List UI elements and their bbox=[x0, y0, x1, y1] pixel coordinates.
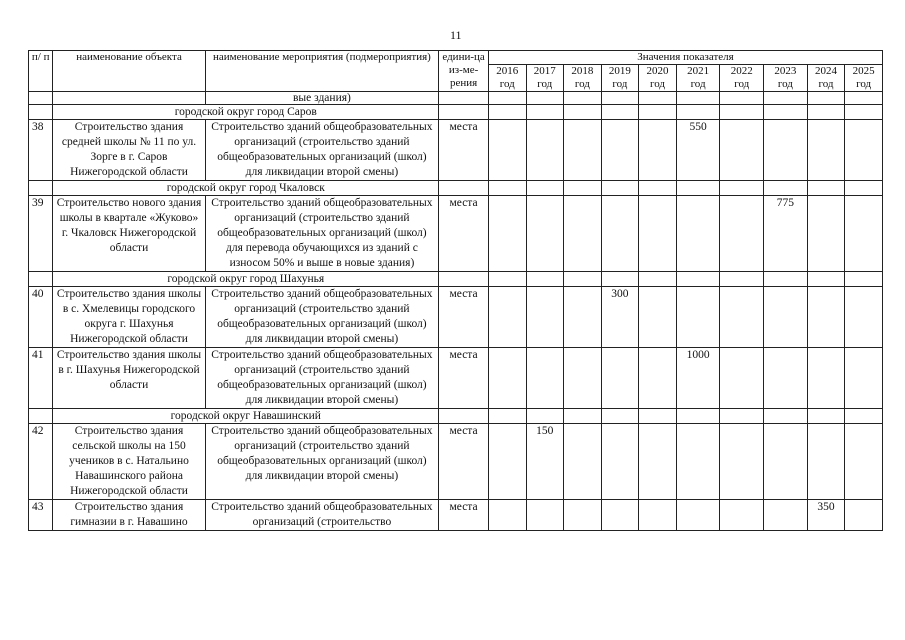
header-object: наименование объекта bbox=[53, 51, 205, 92]
value-cell bbox=[764, 120, 808, 181]
object-name: Строительство здания гимназии в г. Навашино bbox=[53, 500, 205, 531]
section-row bbox=[29, 409, 883, 424]
header-year: 2018 год bbox=[564, 65, 602, 92]
value-cell: 550 bbox=[676, 120, 720, 181]
value-cell bbox=[845, 120, 883, 181]
header-year: 2023 год bbox=[764, 65, 808, 92]
object-name: Строительство здания сельской школы на 150 учеников в с. Натальино Навашинского района Нижегородской области bbox=[53, 424, 205, 500]
value-cell bbox=[676, 424, 720, 500]
value-cell bbox=[564, 120, 602, 181]
event-name: Строительство зданий общеобразовательных организаций (строительство зданий общеобразовательных организаций (школ) для ликвидации второй смены) bbox=[205, 287, 439, 348]
value-cell bbox=[639, 287, 677, 348]
unit: места bbox=[439, 287, 489, 348]
value-cell bbox=[845, 287, 883, 348]
header-row bbox=[29, 51, 883, 65]
table-row bbox=[29, 120, 883, 181]
value-cell: 1000 bbox=[676, 348, 720, 409]
value-cell bbox=[564, 287, 602, 348]
continuation-text: вые здания) bbox=[205, 92, 439, 105]
section-title: городской округ город Чкаловск bbox=[53, 181, 439, 196]
value-cell bbox=[564, 196, 602, 272]
header-year: 2020 год bbox=[639, 65, 677, 92]
row-number: 42 bbox=[29, 424, 53, 500]
value-cell bbox=[639, 196, 677, 272]
value-cell: 300 bbox=[601, 287, 639, 348]
object-name: Строительство здания школы в с. Хмелевицы городского округа г. Шахунья Нижегородской области bbox=[53, 287, 205, 348]
section-row bbox=[29, 181, 883, 196]
header-year: 2017 год bbox=[526, 65, 564, 92]
section-title: городской округ город Саров bbox=[53, 105, 439, 120]
value-cell bbox=[676, 287, 720, 348]
value-cell: 150 bbox=[526, 424, 564, 500]
value-cell bbox=[807, 287, 845, 348]
value-cell bbox=[720, 287, 764, 348]
event-name: Строительство зданий общеобразовательных организаций (строительство зданий общеобразовательных организаций (школ) для ликвидации второй смены) bbox=[205, 348, 439, 409]
value-cell bbox=[676, 500, 720, 531]
value-cell bbox=[720, 120, 764, 181]
section-title: городской округ Навашинский bbox=[53, 409, 439, 424]
header-values: Значения показателя bbox=[488, 51, 882, 65]
header-year: 2021 год bbox=[676, 65, 720, 92]
value-cell bbox=[488, 424, 526, 500]
value-cell bbox=[601, 424, 639, 500]
header-year: 2019 год bbox=[601, 65, 639, 92]
value-cell bbox=[764, 424, 808, 500]
header-year: 2025 год bbox=[845, 65, 883, 92]
value-cell bbox=[526, 120, 564, 181]
value-cell bbox=[845, 348, 883, 409]
value-cell bbox=[601, 196, 639, 272]
header-event: наименование мероприятия (подмероприятия) bbox=[205, 51, 439, 92]
section-row bbox=[29, 272, 883, 287]
row-number: 40 bbox=[29, 287, 53, 348]
value-cell bbox=[764, 287, 808, 348]
unit: места bbox=[439, 348, 489, 409]
object-name: Строительство здания средней школы № 11 по ул. Зорге в г. Саров Нижегородской области bbox=[53, 120, 205, 181]
value-cell bbox=[488, 196, 526, 272]
value-cell bbox=[720, 348, 764, 409]
row-number: 43 bbox=[29, 500, 53, 531]
value-cell bbox=[764, 500, 808, 531]
header-year: 2022 год bbox=[720, 65, 764, 92]
row-number: 41 bbox=[29, 348, 53, 409]
value-cell bbox=[526, 287, 564, 348]
value-cell bbox=[807, 424, 845, 500]
page-number: 11 bbox=[450, 28, 462, 42]
event-name: Строительство зданий общеобразовательных организаций (строительство зданий общеобразовательных организаций (школ) для ликвидации второй смены) bbox=[205, 120, 439, 181]
unit: места bbox=[439, 196, 489, 272]
value-cell bbox=[601, 348, 639, 409]
value-cell bbox=[639, 348, 677, 409]
table-row bbox=[29, 500, 883, 531]
header-year: 2016 год bbox=[488, 65, 526, 92]
value-cell bbox=[845, 424, 883, 500]
section-row bbox=[29, 105, 883, 120]
table-row bbox=[29, 287, 883, 348]
object-name: Строительство здания школы в г. Шахунья Нижегородской области bbox=[53, 348, 205, 409]
value-cell bbox=[676, 196, 720, 272]
row-number: 39 bbox=[29, 196, 53, 272]
header-year: 2024 год bbox=[807, 65, 845, 92]
value-cell bbox=[764, 348, 808, 409]
value-cell bbox=[639, 500, 677, 531]
value-cell bbox=[720, 424, 764, 500]
object-name: Строительство нового здания школы в квартале «Жуково» г. Чкаловск Нижегородской области bbox=[53, 196, 205, 272]
value-cell: 775 bbox=[764, 196, 808, 272]
value-cell bbox=[488, 287, 526, 348]
value-cell bbox=[564, 424, 602, 500]
table-row bbox=[29, 196, 883, 272]
value-cell: 350 bbox=[807, 500, 845, 531]
value-cell bbox=[601, 500, 639, 531]
indicator-table bbox=[28, 50, 883, 531]
value-cell bbox=[720, 500, 764, 531]
unit: места bbox=[439, 120, 489, 181]
value-cell bbox=[526, 348, 564, 409]
event-name: Строительство зданий общеобразовательных организаций (строительство bbox=[205, 500, 439, 531]
table-row bbox=[29, 424, 883, 500]
value-cell bbox=[639, 120, 677, 181]
value-cell bbox=[639, 424, 677, 500]
unit: места bbox=[439, 424, 489, 500]
event-name: Строительство зданий общеобразовательных организаций (строительство зданий общеобразовательных организаций (школ) для ликвидации второй смены) bbox=[205, 424, 439, 500]
unit: места bbox=[439, 500, 489, 531]
value-cell bbox=[720, 196, 764, 272]
value-cell bbox=[564, 500, 602, 531]
event-name: Строительство зданий общеобразовательных организаций (строительство зданий общеобразовательных организаций (школ) для перевода обучающихся из зданий с износом 50% и выше в новые здания) bbox=[205, 196, 439, 272]
value-cell bbox=[488, 500, 526, 531]
value-cell bbox=[807, 120, 845, 181]
value-cell bbox=[601, 120, 639, 181]
continuation-row bbox=[29, 92, 883, 105]
value-cell bbox=[807, 196, 845, 272]
value-cell bbox=[845, 500, 883, 531]
value-cell bbox=[845, 196, 883, 272]
value-cell bbox=[488, 348, 526, 409]
value-cell bbox=[488, 120, 526, 181]
row-number: 38 bbox=[29, 120, 53, 181]
value-cell bbox=[564, 348, 602, 409]
table-row bbox=[29, 348, 883, 409]
value-cell bbox=[526, 500, 564, 531]
section-title: городской округ город Шахунья bbox=[53, 272, 439, 287]
header-unit: едини-ца из-ме-рения bbox=[439, 51, 489, 92]
value-cell bbox=[526, 196, 564, 272]
header-no: п/ п bbox=[29, 51, 53, 92]
value-cell bbox=[807, 348, 845, 409]
